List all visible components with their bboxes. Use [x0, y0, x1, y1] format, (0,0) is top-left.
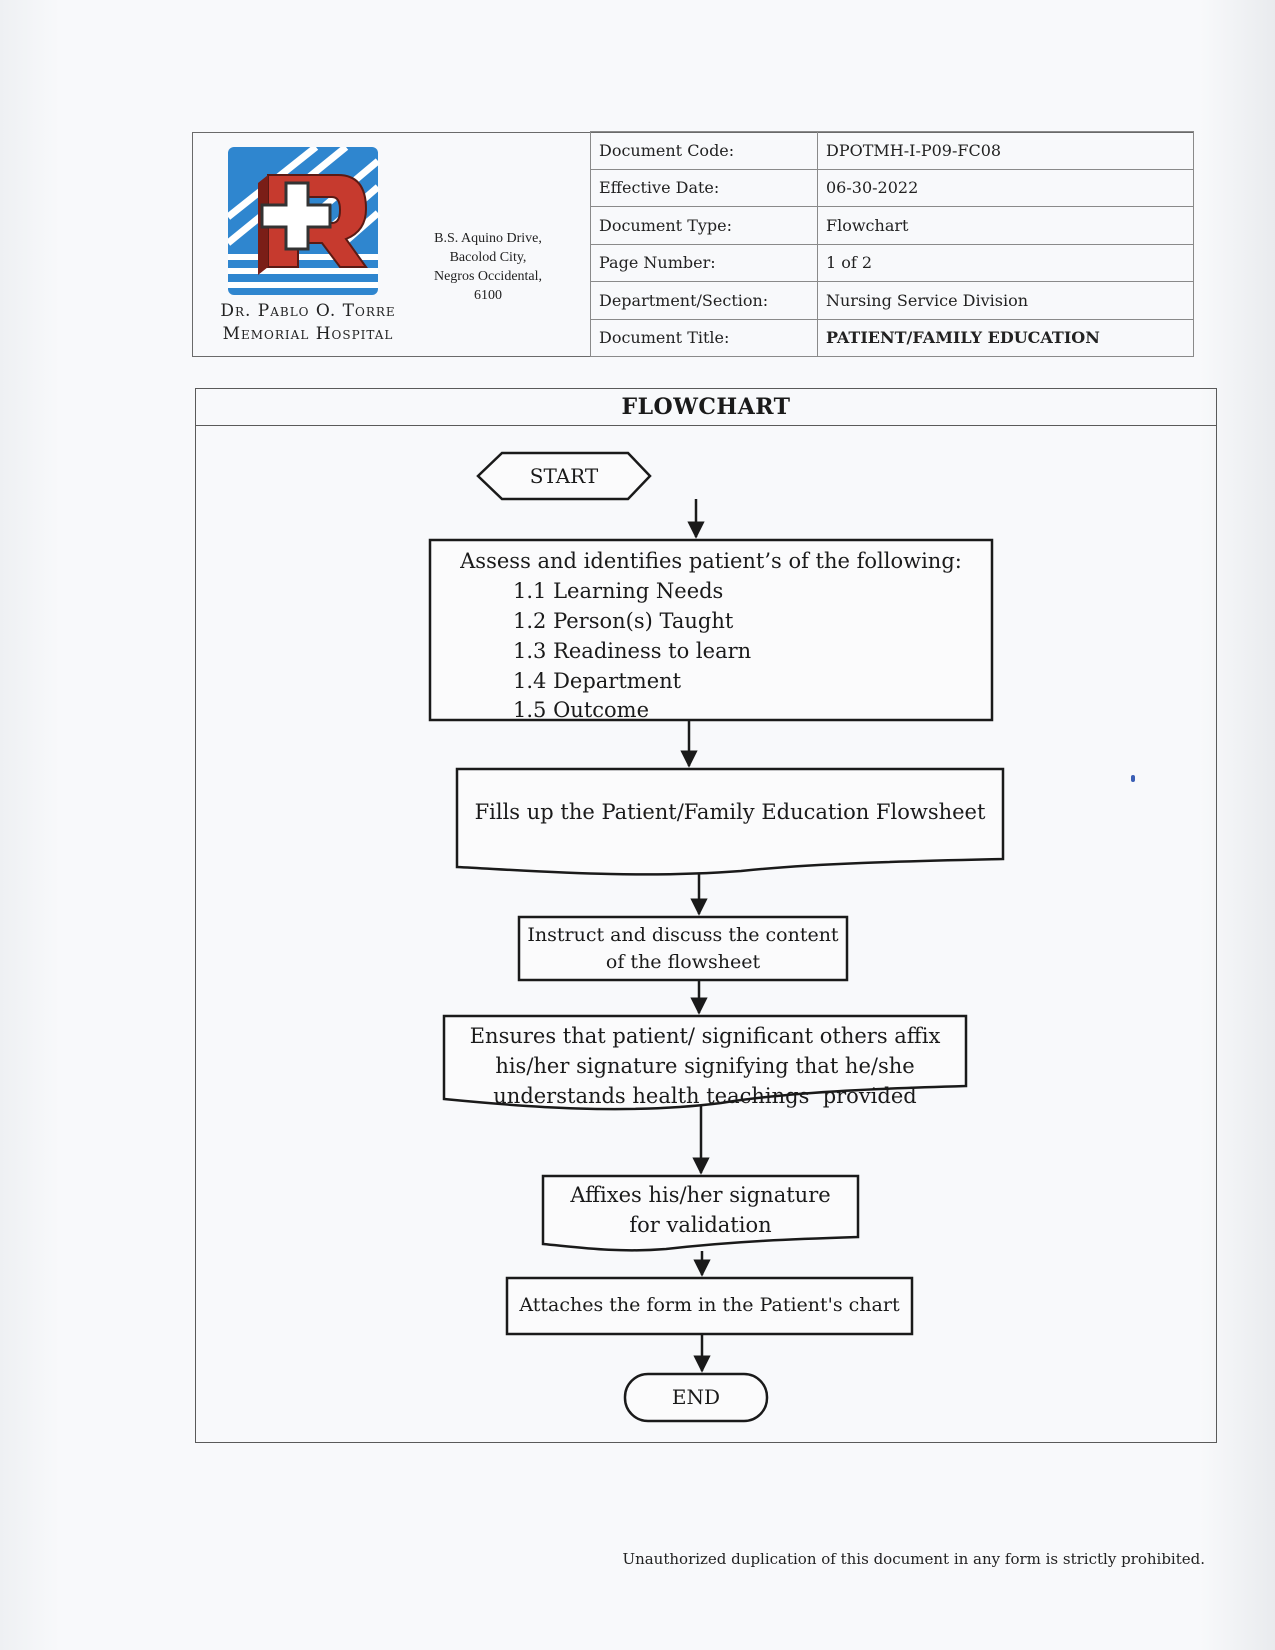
- step1-item: 1.3 Readiness to learn: [513, 639, 752, 663]
- info-value: Nursing Service Division: [818, 282, 1194, 320]
- info-label: Document Title:: [591, 319, 818, 357]
- info-value: DPOTMH-I-P09-FC08: [818, 132, 1194, 170]
- address-line4: 6100: [474, 288, 502, 303]
- step2-label: Fills up the Patient/Family Education Flowsheet: [474, 800, 986, 824]
- step3-line2: of the flowsheet: [605, 951, 761, 973]
- info-row-page: [591, 244, 1194, 282]
- hospital-name: [193, 300, 423, 346]
- info-value: 1 of 2: [818, 244, 1194, 282]
- hospital-name-line1: Dr. Pablo O. Torre: [220, 301, 396, 321]
- address-line2: Bacolod City,: [449, 250, 527, 265]
- end-label: END: [671, 1385, 721, 1409]
- address-line3: Negros Occidental,: [433, 269, 543, 284]
- hospital-address: [413, 229, 563, 305]
- footer-disclaimer: Unauthorized duplication of this document in any form is strictly prohibited.: [622, 1550, 1205, 1568]
- document-header: [192, 132, 1194, 357]
- info-row-department: [591, 282, 1194, 320]
- info-label: Department/Section:: [591, 282, 818, 320]
- step4-line1: Ensures that patient/ significant others affix: [469, 1024, 941, 1048]
- document-info-table: [590, 131, 1194, 357]
- info-label: Page Number:: [591, 244, 818, 282]
- step1-item: 1.5 Outcome: [513, 698, 649, 722]
- info-row-title: [591, 319, 1194, 357]
- address-line1: B.S. Aquino Drive,: [434, 231, 542, 246]
- step5-line2: for validation: [629, 1213, 772, 1237]
- hospital-logo-icon: [228, 147, 388, 299]
- step1-item: 1.1 Learning Needs: [513, 579, 724, 603]
- start-label: START: [529, 464, 599, 488]
- info-row-date: [591, 169, 1194, 207]
- step5-label: [543, 1180, 858, 1240]
- info-label: Effective Date:: [591, 169, 818, 207]
- step4-line3: understands health teachings provided: [493, 1084, 917, 1108]
- step1-item: 1.4 Department: [513, 669, 682, 693]
- info-row-code: [591, 132, 1194, 170]
- step1-item: 1.2 Person(s) Taught: [513, 609, 734, 633]
- info-row-type: [591, 207, 1194, 245]
- step4-line2: his/her signature signifying that he/she: [495, 1054, 915, 1078]
- step1-heading: Assess and identifies patient’s of the following:: [460, 549, 962, 573]
- info-value: PATIENT/FAMILY EDUCATION: [818, 319, 1194, 357]
- ink-dot: [1131, 775, 1135, 782]
- info-label: Document Code:: [591, 132, 818, 170]
- info-value: 06-30-2022: [818, 169, 1194, 207]
- step5-line1: Affixes his/her signature: [570, 1183, 831, 1207]
- step6-label: Attaches the form in the Patient's chart: [519, 1294, 900, 1316]
- logo-cell: [193, 133, 396, 356]
- step3-line1: Instruct and discuss the content: [527, 924, 839, 946]
- step4-label: [444, 1021, 966, 1111]
- info-value: Flowchart: [818, 207, 1194, 245]
- step3-label: [519, 922, 847, 976]
- info-label: Document Type:: [591, 207, 818, 245]
- flowchart-frame: [195, 388, 1217, 1443]
- hospital-name-line2: Memorial Hospital: [222, 324, 394, 344]
- flowchart-title: FLOWCHART: [196, 389, 1216, 426]
